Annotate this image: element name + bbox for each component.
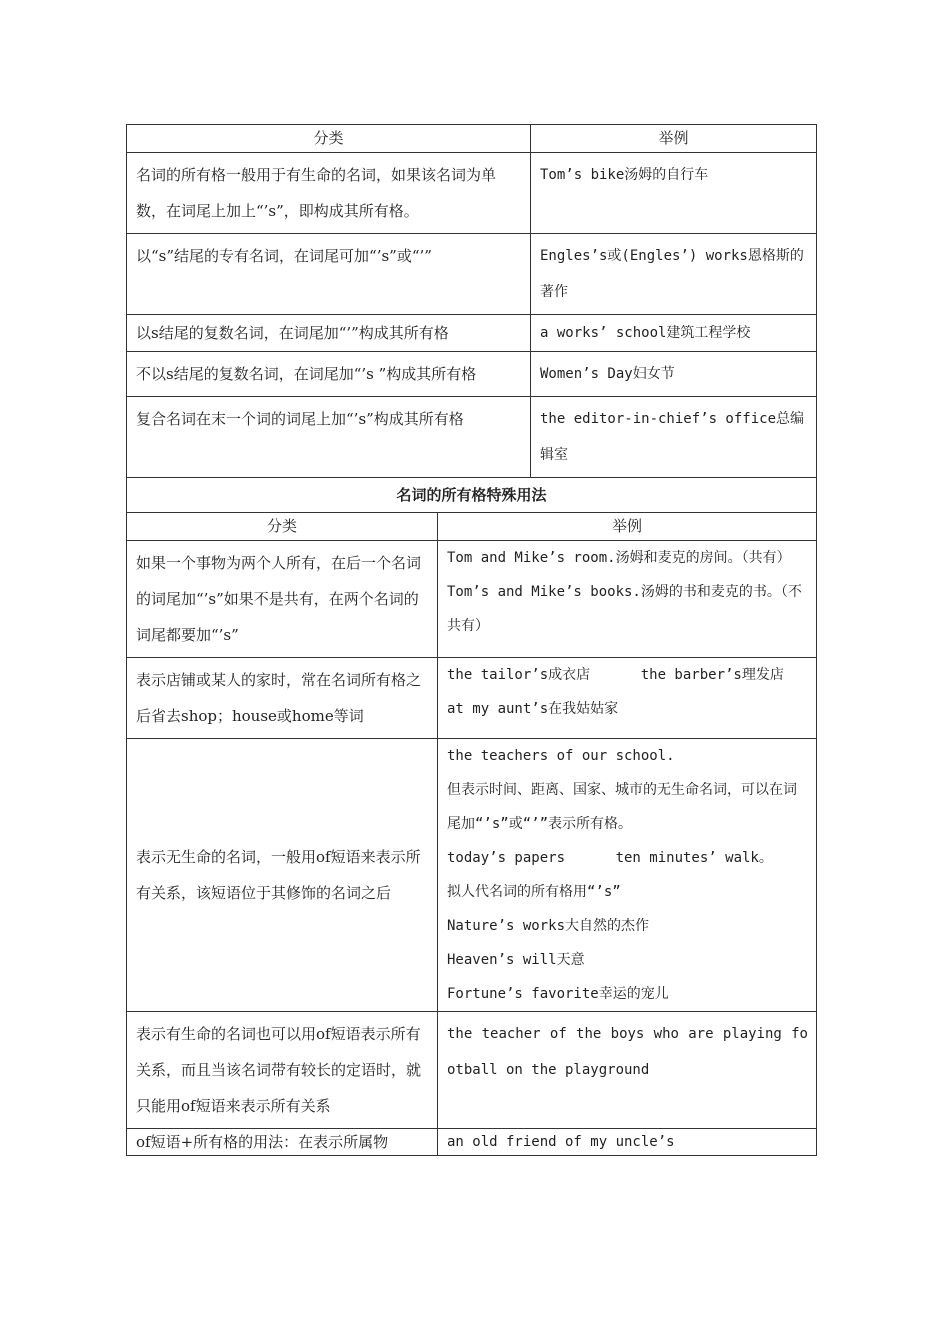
row-example <box>438 1129 817 1156</box>
table-row <box>127 153 817 234</box>
table-header-row <box>127 513 817 541</box>
row-category: 表示店铺或某人的家时，常在名词所有格之后省去shop；house或home等词 <box>127 658 438 739</box>
example-line: 但表示时间、距离、国家、城市的无生命名词，可以在词尾加“’s”或“’”表示所有格。 <box>447 782 797 832</box>
example-line: Heaven’s will天意 <box>447 952 585 968</box>
table-row <box>127 397 817 478</box>
header-example: 举例 <box>531 125 817 153</box>
header-category: 分类 <box>127 513 438 541</box>
example-line: at my aunt’s在我姑姑家 <box>447 701 619 717</box>
row-example <box>438 1012 817 1129</box>
example-line: 拟人代名词的所有格用“’s” <box>447 884 621 900</box>
header-example: 举例 <box>438 513 817 541</box>
table-row <box>127 541 817 658</box>
table-row <box>127 315 817 352</box>
row-example: the editor-in-chief’s office总编辑室 <box>531 397 817 478</box>
row-category: 表示有生命的名词也可以用of短语表示所有关系，而且当该名词带有较长的定语时，就只能用of短语来表示所有关系 <box>127 1012 438 1129</box>
document-page <box>126 124 816 1156</box>
row-example: a works’ school建筑工程学校 <box>531 315 817 352</box>
example-line: the tailor’s成衣店 the barber’s理发店 <box>447 667 784 683</box>
example-line: Tom’s and Mike’s books.汤姆的书和麦克的书。（不共有） <box>447 584 802 634</box>
table-row <box>127 352 817 397</box>
table-row <box>127 1012 817 1129</box>
table-row <box>127 234 817 315</box>
row-example <box>438 658 817 739</box>
example-line: Nature’s works大自然的杰作 <box>447 918 650 934</box>
possessive-table-special <box>126 512 817 1156</box>
row-example: Women’s Day妇女节 <box>531 352 817 397</box>
row-example: Tom’s bike汤姆的自行车 <box>531 153 817 234</box>
row-category: 不以s结尾的复数名词，在词尾加“’s ”构成其所有格 <box>127 352 531 397</box>
row-category: 名词的所有格一般用于有生命的名词，如果该名词为单数，在词尾上加上“’s”，即构成其所有格。 <box>127 153 531 234</box>
row-category: 以“s”结尾的专有名词，在词尾可加“’s”或“’” <box>127 234 531 315</box>
example-line: the teacher of the boys who are playing football on the playground <box>447 1026 808 1078</box>
example-line: an old friend of my uncle’s <box>447 1134 675 1150</box>
table-row <box>127 1129 817 1156</box>
table-row <box>127 739 817 1012</box>
row-category: 表示无生命的名词，一般用of短语来表示所有关系，该短语位于其修饰的名词之后 <box>127 739 438 1012</box>
possessive-table-basic <box>126 124 817 513</box>
row-category: 如果一个事物为两个人所有，在后一个名词的词尾加“’s”如果不是共有，在两个名词的词尾都要加“’s” <box>127 541 438 658</box>
row-category: 复合名词在末一个词的词尾上加“’s”构成其所有格 <box>127 397 531 478</box>
header-category: 分类 <box>127 125 531 153</box>
row-example <box>438 541 817 658</box>
row-example <box>438 739 817 1012</box>
section-title: 名词的所有格特殊用法 <box>127 478 817 513</box>
row-category: 以s结尾的复数名词，在词尾加“’”构成其所有格 <box>127 315 531 352</box>
example-line: Tom and Mike’s room.汤姆和麦克的房间。（共有） <box>447 550 791 566</box>
example-line: today’s papers ten minutes’ walk。 <box>447 850 773 866</box>
row-example: Engles’s或(Engles’) works恩格斯的著作 <box>531 234 817 315</box>
example-line: the teachers of our school. <box>447 748 675 764</box>
table-header-row <box>127 125 817 153</box>
row-category: of短语+所有格的用法：在表示所属物 <box>127 1129 438 1156</box>
section-title-row <box>127 478 817 513</box>
table-row <box>127 658 817 739</box>
example-line: Fortune’s favorite幸运的宠儿 <box>447 986 669 1002</box>
